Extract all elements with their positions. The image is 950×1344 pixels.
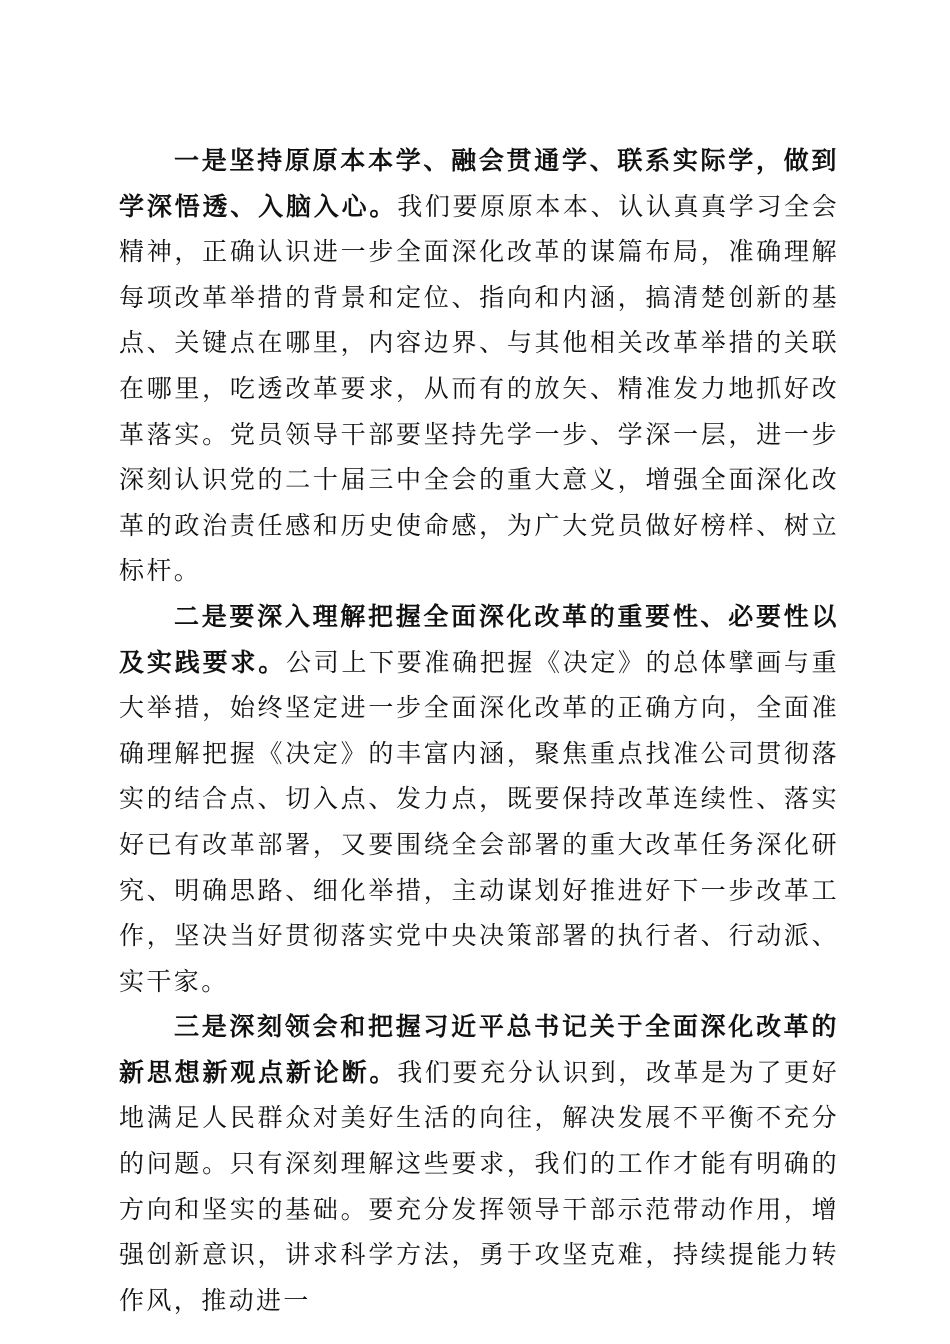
paragraph-2-body: 公司上下要准确把握《决定》的总体擘画与重大举措，始终坚定进一步全面深化改革的正确方向，全面准确理解把握《决定》的丰富内涵，聚焦重点找准公司贯彻落实的结合点、切入点、发力点，既要保持改革连续性、落实好已有改革部署，又要围绕全会部署的重大改革任务深化研究、明确思路、细化举措，主动谋划好推进好下一步改革工作，坚决当好贯彻落实党中央决策部署的执行者、行动派、实干家。 — [119, 647, 839, 996]
paragraph-1 — [119, 138, 839, 594]
paragraph-3-lead: 三是深刻领会和把握习近平总书记关于全面深化改革的新思想新观点新论断。 — [119, 1012, 839, 1087]
paragraph-2 — [119, 594, 839, 1004]
document-body — [119, 138, 839, 1323]
paragraph-3-body: 我们要充分认识到，改革是为了更好地满足人民群众对美好生活的向往，解决发展不平衡不充分的问题。只有深刻理解这些要求，我们的工作才能有明确的方向和坚实的基础。要充分发挥领导干部示范带动作用，增强创新意识，讲求科学方法，勇于攻坚克难，持续提能力转作风，推动进一 — [119, 1057, 839, 1315]
paragraph-3 — [119, 1004, 839, 1323]
paragraph-1-body: 我们要原原本本、认认真真学习全会精神，正确认识进一步全面深化改革的谋篇布局，准确理解每项改革举措的背景和定位、指向和内涵，搞清楚创新的基点、关键点在哪里，内容边界、与其他相关改革举措的关联在哪里，吃透改革要求，从而有的放矢、精准发力地抓好改革落实。党员领导干部要坚持先学一步、学深一层，进一步深刻认识党的二十届三中全会的重大意义，增强全面深化改革的政治责任感和历史使命感，为广大党员做好榜样、树立标杆。 — [119, 191, 839, 586]
paragraph-2-lead: 二是要深入理解把握全面深化改革的重要性、必要性以及实践要求。 — [119, 601, 839, 677]
paragraph-1-lead: 一是坚持原原本本学、融会贯通学、联系实际学，做到学深悟透、入脑入心。 — [119, 146, 839, 221]
